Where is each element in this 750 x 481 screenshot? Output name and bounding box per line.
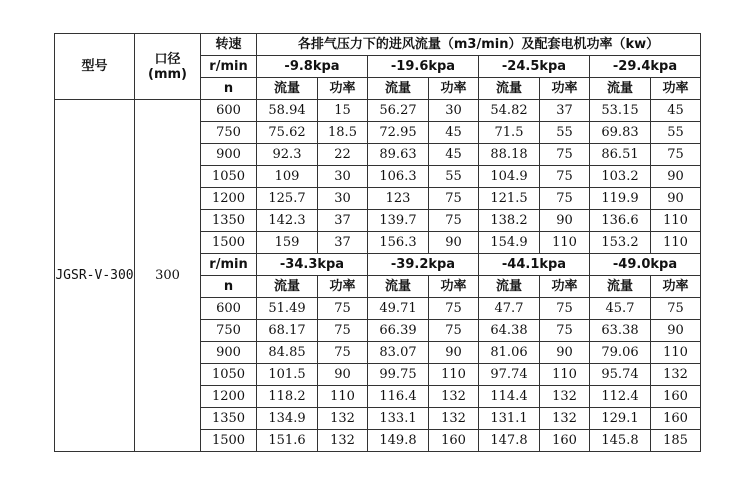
- power-cell: 75: [318, 320, 368, 342]
- power-cell: 75: [318, 298, 368, 320]
- flow-cell: 151.6: [257, 430, 318, 452]
- flow-cell: 64.38: [479, 320, 540, 342]
- speed-cell: 600: [201, 100, 257, 122]
- speed-cell: 1500: [201, 430, 257, 452]
- flow-cell: 97.74: [479, 364, 540, 386]
- flow-cell: 71.5: [479, 122, 540, 144]
- flow-cell: 53.15: [590, 100, 651, 122]
- power-cell: 160: [651, 408, 701, 430]
- flow-cell: 69.83: [590, 122, 651, 144]
- power-cell: 45: [429, 144, 479, 166]
- power-cell: 110: [429, 364, 479, 386]
- power-cell: 55: [429, 166, 479, 188]
- flow-cell: 154.9: [479, 232, 540, 254]
- rpm-unit-cell: r/min: [201, 56, 257, 78]
- power-cell: 45: [429, 122, 479, 144]
- main-title-header: 各排气压力下的进风流量（m3/min）及配套电机功率（kw）: [257, 34, 701, 56]
- power-cell: 132: [540, 408, 590, 430]
- caliber-header-label: 口径: [154, 51, 181, 67]
- flow-cell: 134.9: [257, 408, 318, 430]
- flow-header: 流量: [479, 276, 540, 298]
- power-cell: 90: [318, 364, 368, 386]
- flow-cell: 66.39: [368, 320, 429, 342]
- power-cell: 55: [540, 122, 590, 144]
- power-cell: 30: [429, 100, 479, 122]
- flow-cell: 114.4: [479, 386, 540, 408]
- flow-cell: 81.06: [479, 342, 540, 364]
- flow-cell: 68.17: [257, 320, 318, 342]
- pressure-header: -24.5kpa: [479, 56, 590, 78]
- model-cell: JGSR-V-300: [55, 100, 135, 452]
- power-cell: 160: [429, 430, 479, 452]
- flow-header: 流量: [257, 78, 318, 100]
- speed-cell: 1200: [201, 386, 257, 408]
- power-cell: 75: [651, 144, 701, 166]
- power-header: 功率: [429, 78, 479, 100]
- flow-cell: 139.7: [368, 210, 429, 232]
- power-cell: 55: [651, 122, 701, 144]
- caliber-header-unit: (mm): [148, 66, 187, 82]
- flow-cell: 92.3: [257, 144, 318, 166]
- speed-cell: 1350: [201, 408, 257, 430]
- power-cell: 90: [540, 210, 590, 232]
- flow-cell: 101.5: [257, 364, 318, 386]
- power-header: 功率: [540, 276, 590, 298]
- speed-cell: 1200: [201, 188, 257, 210]
- power-cell: 90: [651, 166, 701, 188]
- power-cell: 90: [651, 320, 701, 342]
- power-cell: 75: [540, 188, 590, 210]
- flow-cell: 49.71: [368, 298, 429, 320]
- speed-cell: 900: [201, 342, 257, 364]
- spec-table-body: [55, 34, 701, 452]
- power-cell: 110: [540, 364, 590, 386]
- power-header: 功率: [318, 78, 368, 100]
- flow-cell: 156.3: [368, 232, 429, 254]
- power-cell: 75: [540, 298, 590, 320]
- power-cell: 18.5: [318, 122, 368, 144]
- power-cell: 22: [318, 144, 368, 166]
- power-cell: 75: [429, 210, 479, 232]
- flow-cell: 63.38: [590, 320, 651, 342]
- power-cell: 75: [540, 166, 590, 188]
- flow-cell: 95.74: [590, 364, 651, 386]
- power-cell: 132: [651, 364, 701, 386]
- power-cell: 132: [540, 386, 590, 408]
- flow-cell: 121.5: [479, 188, 540, 210]
- flow-cell: 136.6: [590, 210, 651, 232]
- n-header: n: [201, 276, 257, 298]
- flow-cell: 106.3: [368, 166, 429, 188]
- flow-cell: 123: [368, 188, 429, 210]
- power-cell: 37: [540, 100, 590, 122]
- power-cell: 75: [651, 298, 701, 320]
- flow-cell: 45.7: [590, 298, 651, 320]
- power-cell: 15: [318, 100, 368, 122]
- flow-header: 流量: [590, 78, 651, 100]
- power-cell: 30: [318, 166, 368, 188]
- flow-cell: 109: [257, 166, 318, 188]
- flow-cell: 116.4: [368, 386, 429, 408]
- power-cell: 90: [429, 342, 479, 364]
- flow-cell: 89.63: [368, 144, 429, 166]
- flow-cell: 103.2: [590, 166, 651, 188]
- flow-cell: 51.49: [257, 298, 318, 320]
- speed-cell: 1350: [201, 210, 257, 232]
- model-header: 型号: [55, 34, 135, 100]
- speed-cell: 1050: [201, 364, 257, 386]
- power-cell: 110: [651, 210, 701, 232]
- flow-header: 流量: [479, 78, 540, 100]
- power-cell: 90: [651, 188, 701, 210]
- flow-cell: 83.07: [368, 342, 429, 364]
- flow-cell: 79.06: [590, 342, 651, 364]
- flow-cell: 84.85: [257, 342, 318, 364]
- power-cell: 160: [651, 386, 701, 408]
- power-cell: 90: [540, 342, 590, 364]
- power-cell: 37: [318, 232, 368, 254]
- power-cell: 37: [318, 210, 368, 232]
- flow-cell: 104.9: [479, 166, 540, 188]
- speed-cell: 900: [201, 144, 257, 166]
- pressure-header: -44.1kpa: [479, 254, 590, 276]
- speed-header: 转速: [201, 34, 257, 56]
- flow-header: 流量: [590, 276, 651, 298]
- flow-cell: 47.7: [479, 298, 540, 320]
- pressure-header: -39.2kpa: [368, 254, 479, 276]
- flow-cell: 118.2: [257, 386, 318, 408]
- flow-cell: 86.51: [590, 144, 651, 166]
- power-header: 功率: [540, 78, 590, 100]
- caliber-header: [135, 34, 201, 100]
- power-cell: 30: [318, 188, 368, 210]
- power-cell: 110: [651, 342, 701, 364]
- flow-cell: 58.94: [257, 100, 318, 122]
- speed-cell: 1500: [201, 232, 257, 254]
- flow-cell: 133.1: [368, 408, 429, 430]
- power-header: 功率: [318, 276, 368, 298]
- power-cell: 75: [540, 320, 590, 342]
- flow-cell: 159: [257, 232, 318, 254]
- flow-cell: 88.18: [479, 144, 540, 166]
- power-header: 功率: [651, 276, 701, 298]
- flow-cell: 99.75: [368, 364, 429, 386]
- n-header: n: [201, 78, 257, 100]
- flow-cell: 54.82: [479, 100, 540, 122]
- power-header: 功率: [429, 276, 479, 298]
- flow-cell: 153.2: [590, 232, 651, 254]
- flow-cell: 72.95: [368, 122, 429, 144]
- power-cell: 110: [651, 232, 701, 254]
- flow-cell: 145.8: [590, 430, 651, 452]
- power-cell: 132: [318, 408, 368, 430]
- power-cell: 75: [540, 144, 590, 166]
- power-header: 功率: [651, 78, 701, 100]
- flow-cell: 149.8: [368, 430, 429, 452]
- flow-cell: 147.8: [479, 430, 540, 452]
- speed-cell: 600: [201, 298, 257, 320]
- pressure-header: -29.4kpa: [590, 56, 701, 78]
- flow-cell: 129.1: [590, 408, 651, 430]
- pressure-header: -49.0kpa: [590, 254, 701, 276]
- flow-cell: 112.4: [590, 386, 651, 408]
- power-cell: 75: [429, 188, 479, 210]
- power-cell: 75: [429, 298, 479, 320]
- flow-header: 流量: [368, 276, 429, 298]
- speed-cell: 1050: [201, 166, 257, 188]
- power-cell: 185: [651, 430, 701, 452]
- rpm-unit-cell: r/min: [201, 254, 257, 276]
- power-cell: 90: [429, 232, 479, 254]
- header-row-1: [55, 34, 701, 56]
- power-cell: 45: [651, 100, 701, 122]
- power-cell: 132: [429, 386, 479, 408]
- table-row: [55, 100, 701, 122]
- power-cell: 132: [318, 430, 368, 452]
- pressure-header: -19.6kpa: [368, 56, 479, 78]
- power-cell: 110: [540, 232, 590, 254]
- spec-table: [54, 33, 701, 452]
- power-cell: 75: [318, 342, 368, 364]
- flow-header: 流量: [257, 276, 318, 298]
- pressure-header: -9.8kpa: [257, 56, 368, 78]
- flow-cell: 131.1: [479, 408, 540, 430]
- flow-cell: 119.9: [590, 188, 651, 210]
- flow-cell: 138.2: [479, 210, 540, 232]
- pressure-header: -34.3kpa: [257, 254, 368, 276]
- speed-cell: 750: [201, 122, 257, 144]
- power-cell: 132: [429, 408, 479, 430]
- speed-cell: 750: [201, 320, 257, 342]
- flow-cell: 142.3: [257, 210, 318, 232]
- flow-header: 流量: [368, 78, 429, 100]
- flow-cell: 75.62: [257, 122, 318, 144]
- power-cell: 75: [429, 320, 479, 342]
- power-cell: 160: [540, 430, 590, 452]
- power-cell: 110: [318, 386, 368, 408]
- caliber-cell: 300: [135, 100, 201, 452]
- flow-cell: 56.27: [368, 100, 429, 122]
- flow-cell: 125.7: [257, 188, 318, 210]
